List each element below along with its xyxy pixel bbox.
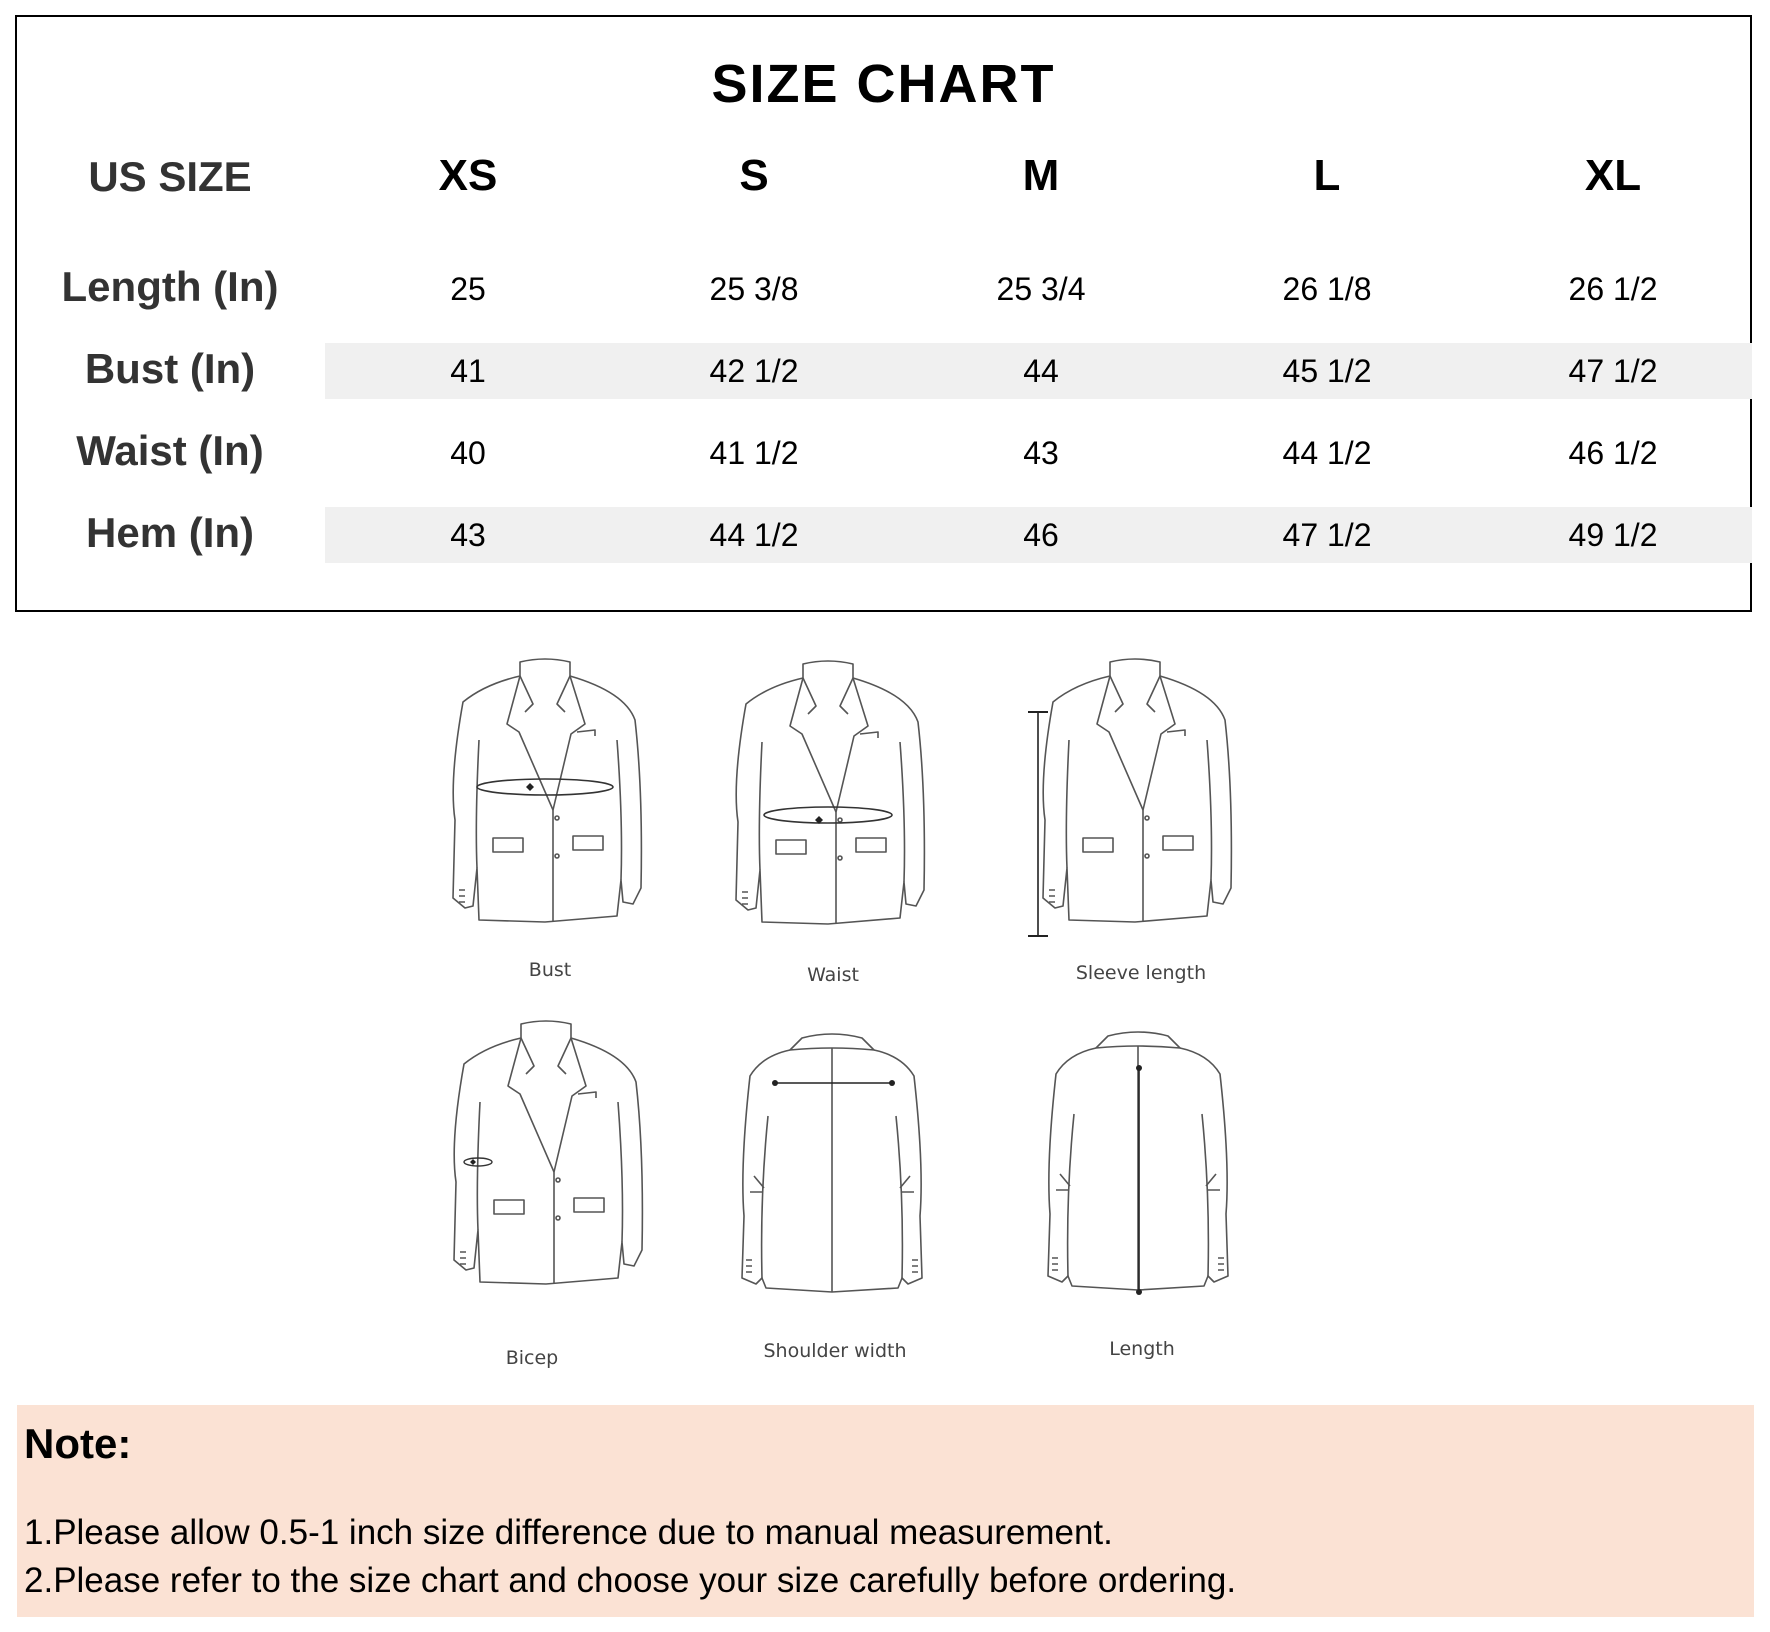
header-size-m: M	[1022, 151, 1060, 200]
cell-length-m: 25 3/4	[996, 271, 1086, 307]
note-line-2: 2.Please refer to the size chart and choose your size carefully before ordering.	[24, 1561, 1237, 1600]
header-us-size: US SIZE	[88, 153, 252, 200]
cell-hem-m: 46	[1023, 517, 1059, 553]
cell-waist-xs: 40	[450, 435, 486, 471]
diagram-label-bust: Bust	[528, 959, 572, 981]
size-chart-table	[15, 15, 1752, 612]
jacket-sleeve-length-icon	[1028, 659, 1231, 936]
cell-hem-xs: 43	[450, 517, 486, 553]
cell-hem-l: 47 1/2	[1282, 517, 1372, 553]
jacket-shoulder-width-icon	[742, 1034, 922, 1292]
row-label-hem: Hem (In)	[86, 509, 254, 556]
chart-title: SIZE CHART	[711, 54, 1056, 114]
cell-hem-s: 44 1/2	[709, 517, 799, 553]
jacket-bicep-icon	[454, 1021, 642, 1284]
cell-length-xl: 26 1/2	[1568, 271, 1658, 307]
cell-waist-m: 43	[1023, 435, 1059, 471]
diagram-label-shoulder-width: Shoulder width	[763, 1340, 907, 1362]
header-size-xl: XL	[1584, 151, 1642, 200]
cell-length-s: 25 3/8	[709, 271, 799, 307]
cell-bust-s: 42 1/2	[709, 353, 799, 389]
cell-length-xs: 25	[450, 271, 486, 307]
header-size-xs: XS	[438, 151, 498, 200]
jacket-illustrations	[0, 640, 1770, 1390]
cell-length-l: 26 1/8	[1282, 271, 1372, 307]
cell-waist-l: 44 1/2	[1282, 435, 1372, 471]
cell-hem-xl: 49 1/2	[1568, 517, 1658, 553]
row-label-length: Length (In)	[61, 263, 279, 310]
diagram-label-length: Length	[1109, 1338, 1175, 1360]
header-size-l: L	[1313, 151, 1341, 200]
header-size-s: S	[739, 151, 769, 200]
jacket-bust-icon	[453, 659, 641, 922]
jacket-length-icon	[1048, 1032, 1228, 1295]
cell-bust-xs: 41	[450, 353, 486, 389]
cell-bust-m: 44	[1023, 353, 1059, 389]
cell-bust-xl: 47 1/2	[1568, 353, 1658, 389]
cell-waist-s: 41 1/2	[709, 435, 799, 471]
jacket-waist-icon	[736, 661, 924, 924]
measurement-diagrams	[0, 640, 1770, 1390]
note-title: Note:	[24, 1420, 132, 1467]
note-box	[17, 1405, 1754, 1617]
row-label-bust: Bust (In)	[84, 345, 256, 392]
note-line-1: 1.Please allow 0.5-1 inch size difference due to manual measurement.	[24, 1513, 1113, 1552]
diagram-label-sleeve-length: Sleeve length	[1075, 962, 1207, 984]
cell-waist-xl: 46 1/2	[1568, 435, 1658, 471]
row-label-waist: Waist (In)	[76, 427, 264, 474]
diagram-label-waist: Waist	[807, 964, 859, 986]
cell-bust-l: 45 1/2	[1282, 353, 1372, 389]
diagram-label-bicep: Bicep	[505, 1347, 559, 1369]
